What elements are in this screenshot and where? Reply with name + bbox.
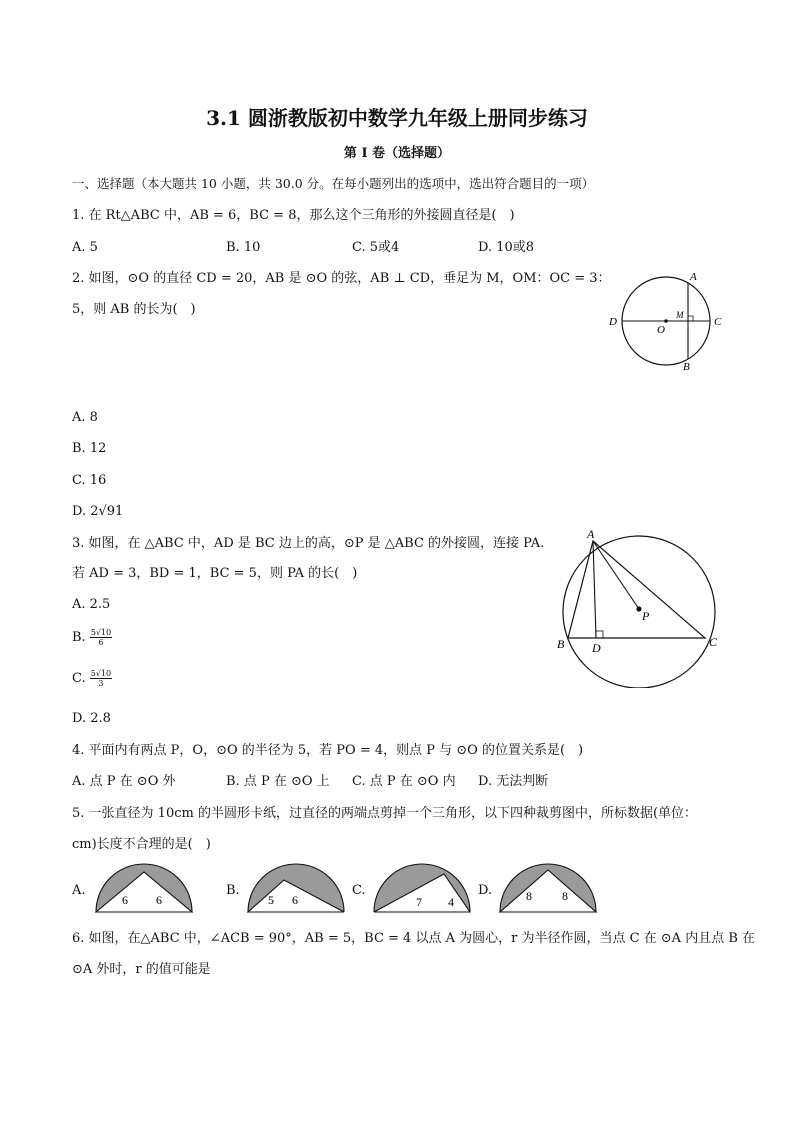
q5c-number-right: 4 [448,895,454,909]
question-2-stem-line1: 2. 如图，⊙O 的直径 CD = 20，AB 是 ⊙O 的弦，AB ⊥ CD，垂足为 M，OM：OC = 3： [72,271,611,286]
question-5-figure-a [94,862,194,916]
q3-label-c: C [709,635,718,649]
q3-label-d: D [592,641,601,655]
question-6-stem-line1: 6. 如图，在△ABC 中，∠ACB = 90°，AB = 5，BC = 4 以点 A 为圆心，r 为半径作圆，当点 C 在 ⊙A 内且点 B 在 [72,931,756,946]
question-4-option-c[interactable]: C. 点 P 在 ⊙O 内 [352,774,456,789]
question-4-option-a[interactable]: A. 点 P 在 ⊙O 外 [72,774,176,789]
q5b-number-right: 6 [292,893,298,907]
question-1-option-d[interactable]: D. 10或8 [478,240,535,255]
question-5-figure-b [246,862,346,916]
q3-label-p: P [642,609,650,623]
option-c-denominator: 3 [98,679,104,688]
question-2-option-a[interactable]: A. 8 [72,410,98,425]
question-2-option-b[interactable]: B. 12 [72,441,107,456]
question-4-stem: 4. 平面内有两点 P，O，⊙O 的半径为 5，若 PO = 4，则点 P 与 ⊙O 的位置关系是( ) [72,743,584,758]
question-5-option-c[interactable]: C. [352,883,366,898]
question-1-option-c[interactable]: C. 5或4 [352,240,400,255]
q5b-number-left: 5 [268,893,274,907]
q2-label-a: A [690,271,697,283]
question-5-figure-d [498,862,598,916]
question-3-option-b[interactable] [72,628,112,647]
question-4-option-b[interactable]: B. 点 P 在 ⊙O 上 [226,774,330,789]
option-c-fraction [90,669,112,688]
q5d-number-left: 8 [526,889,532,903]
question-1-option-a[interactable]: A. 5 [72,240,98,255]
question-3-triangle-figure [552,528,730,688]
q2-label-m: M [676,310,684,320]
question-3-stem-line2: 若 AD = 3，BD = 1，BC = 5，则 PA 的长( ) [72,566,358,581]
q2-label-b: B [683,361,690,373]
question-5-option-b[interactable]: B. [226,883,240,898]
question-4-option-d[interactable]: D. 无法判断 [478,774,549,789]
q3-label-b: B [557,637,565,651]
question-5-stem-line1: 5. 一张直径为 10cm 的半圆形卡纸，过直径的两端点剪掉一个三角形，以下四种裁剪图中，所标数据(单位： [72,806,698,821]
section-subtitle: 第 I 卷（选择题） [343,146,451,161]
question-2-option-d[interactable]: D. 2√91 [72,504,124,519]
option-b-numerator: 5√10 [90,628,112,637]
question-6-stem-line2: ⊙A 外时，r 的值可能是 [72,962,211,977]
question-5-figure-c [372,862,472,916]
question-2-stem-line2: 5，则 AB 的长为( ) [72,302,196,317]
question-3-option-d[interactable]: D. 2.8 [72,711,111,726]
q5a-number-left: 6 [122,893,128,907]
q5d-number-right: 8 [562,889,568,903]
question-1-option-b[interactable]: B. 10 [226,240,261,255]
question-2-option-c[interactable]: C. 16 [72,473,107,488]
question-3-option-c[interactable] [72,669,112,688]
question-1-stem: 1. 在 Rt△ABC 中，AB = 6，BC = 8，那么这个三角形的外接圆直径是( ) [72,208,515,223]
option-b-label: B. [72,630,90,645]
option-b-fraction [90,628,112,647]
page-title: 3.1 圆浙教版初中数学九年级上册同步练习 [206,106,588,130]
q2-label-d: D [609,316,617,328]
question-5-stem-line2: cm)长度不合理的是( ) [72,837,211,852]
section-instructions: 一、选择题（本大题共 10 小题，共 30.0 分。在每小题列出的选项中，选出符合题目的一项） [72,176,595,191]
question-5-option-d[interactable]: D. [478,883,493,898]
option-c-label: C. [72,671,90,686]
q5c-number-left: 7 [416,895,422,909]
q3-label-a: A [587,528,595,541]
option-c-numerator: 5√10 [90,669,112,678]
q2-label-c: C [714,316,722,328]
question-2-circle-figure [600,266,732,374]
q5a-number-right: 6 [156,893,162,907]
question-3-option-a[interactable]: A. 2.5 [72,597,111,612]
q2-label-o: O [657,324,665,336]
question-3-stem-line1: 3. 如图，在 △ABC 中，AD 是 BC 边上的高，⊙P 是 △ABC 的外接圆，连接 PA. [72,536,545,551]
question-5-option-a[interactable]: A. [72,883,86,898]
option-b-denominator: 6 [98,638,104,647]
